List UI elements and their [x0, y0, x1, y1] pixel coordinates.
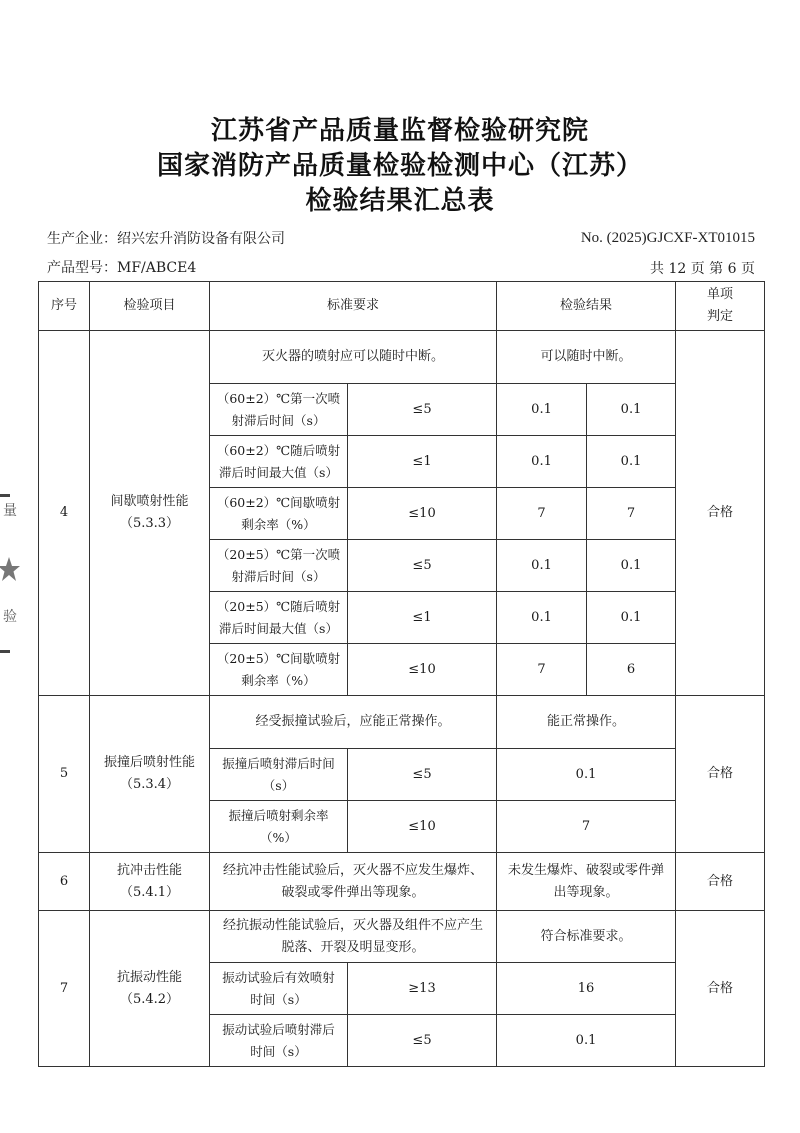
table-row — [39, 696, 765, 749]
g4-row1-param — [210, 436, 348, 488]
g4-item-clause: （5.3.3） — [119, 516, 180, 531]
param-line1: 振撞后喷射滞后时间 — [222, 755, 335, 771]
seal-char-bottom: 验 — [3, 609, 17, 625]
results-table — [38, 281, 765, 1067]
header-standard: 标准要求 — [210, 282, 497, 331]
g7-req-line2: 脱落、开裂及明显变形。 — [281, 939, 425, 955]
header-item: 检验项目 — [90, 282, 210, 331]
param-line1: （20±5）℃第一次喷 — [216, 546, 341, 562]
param-line2: 时间（s） — [250, 991, 307, 1007]
g4-item-name: 间歇喷射性能 — [110, 494, 189, 509]
g4-row3-result1: 0.1 — [497, 540, 587, 592]
g5-row0-limit: ≤5 — [348, 749, 497, 801]
star-icon — [0, 556, 20, 582]
param-line2: （s） — [262, 777, 295, 793]
g4-row5-limit: ≤10 — [348, 644, 497, 696]
seal-char-top: 量 — [3, 503, 17, 519]
g6-item-clause: （5.4.1） — [119, 884, 180, 900]
param-line1: 振撞后喷射剩余率 — [228, 807, 329, 823]
g4-row3-limit: ≤5 — [348, 540, 497, 592]
g5-row1-param — [210, 801, 348, 853]
param-line2: 滞后时间最大值（s） — [219, 620, 338, 636]
g4-result: 可以随时中断。 — [497, 331, 676, 384]
g5-item-clause: （5.3.4） — [119, 777, 180, 792]
g4-row1-limit: ≤1 — [348, 436, 497, 488]
header-judgement — [676, 282, 765, 331]
product-model: 产品型号：MF/ABCE4 — [47, 260, 197, 276]
table-row — [39, 331, 765, 384]
institute-title: 江苏省产品质量监督检验研究院 — [210, 116, 589, 146]
g4-no: 4 — [39, 331, 90, 696]
g4-requirement: 灭火器的喷射应可以随时中断。 — [210, 331, 497, 384]
g5-no: 5 — [39, 696, 90, 853]
page-counter: 共 12 页 第 6 页 — [650, 261, 755, 277]
g6-req-line2: 破裂或零件弹出等现象。 — [281, 884, 425, 900]
g4-row2-param — [210, 488, 348, 540]
g5-row0-param — [210, 749, 348, 801]
g4-row5-result1: 7 — [497, 644, 587, 696]
g6-requirement — [210, 853, 497, 911]
table-row — [39, 911, 765, 963]
g7-row1-result: 0.1 — [497, 1015, 676, 1067]
param-line1: （60±2）℃第一次喷 — [216, 390, 341, 406]
g6-judgement: 合格 — [676, 853, 765, 911]
g5-row1-limit: ≤10 — [348, 801, 497, 853]
g4-row5-param — [210, 644, 348, 696]
table-row — [39, 853, 765, 911]
center-title: 国家消防产品质量检验检测中心（江苏） — [156, 151, 643, 181]
header-judgement-line1: 单项 — [707, 287, 734, 302]
param-line1: 振动试验后喷射滞后 — [222, 1021, 335, 1037]
g4-row4-param — [210, 592, 348, 644]
g4-row0-param — [210, 384, 348, 436]
table-title: 检验结果汇总表 — [305, 186, 495, 216]
g4-row2-limit: ≤10 — [348, 488, 497, 540]
param-line2: 滞后时间最大值（s） — [219, 464, 338, 480]
g6-item-name: 抗冲击性能 — [116, 862, 182, 878]
g7-no: 7 — [39, 911, 90, 1067]
g7-requirement — [210, 911, 497, 963]
param-line2: 剩余率（%） — [241, 672, 316, 688]
g5-result: 能正常操作。 — [497, 696, 676, 749]
g4-row4-limit: ≤1 — [348, 592, 497, 644]
g4-row2-result1: 7 — [497, 488, 587, 540]
g4-judgement: 合格 — [676, 331, 765, 696]
g4-row3-result2: 0.1 — [587, 540, 676, 592]
g5-item-name: 振撞后喷射性能 — [103, 755, 195, 770]
param-line2: 射滞后时间（s） — [231, 568, 326, 584]
g7-row1-limit: ≤5 — [348, 1015, 497, 1067]
g6-result — [497, 853, 676, 911]
g4-row2-result2: 7 — [587, 488, 676, 540]
report-number: No. (2025)GJCXF-XT01015 — [580, 230, 755, 246]
param-line1: （20±5）℃间歇喷射 — [216, 650, 341, 666]
g5-item — [90, 696, 210, 853]
g4-row0-result1: 0.1 — [497, 384, 587, 436]
param-line1: 振动试验后有效喷射 — [222, 969, 335, 985]
header-no: 序号 — [39, 282, 90, 331]
g7-item-clause: （5.4.2） — [119, 991, 180, 1007]
g4-row0-result2: 0.1 — [587, 384, 676, 436]
header-judgement-line2: 判定 — [707, 309, 734, 324]
g7-req-line1: 经抗振动性能试验后，灭火器及组件不应产生 — [223, 917, 484, 933]
g6-req-line1: 经抗冲击性能试验后，灭火器不应发生爆炸、 — [223, 862, 484, 878]
g6-res-line1: 未发生爆炸、破裂或零件弹 — [508, 862, 665, 878]
param-line1: （60±2）℃随后喷射 — [216, 442, 341, 458]
g4-row5-result2: 6 — [587, 644, 676, 696]
g7-row1-param — [210, 1015, 348, 1067]
g7-item-name: 抗振动性能 — [116, 969, 182, 985]
g4-row0-limit: ≤5 — [348, 384, 497, 436]
g7-row0-param — [210, 963, 348, 1015]
param-line2: （%） — [260, 829, 297, 845]
g5-judgement: 合格 — [676, 696, 765, 853]
param-line1: （60±2）℃间歇喷射 — [216, 494, 341, 510]
param-line2: 时间（s） — [250, 1043, 307, 1059]
g4-row1-result2: 0.1 — [587, 436, 676, 488]
g4-row4-result2: 0.1 — [587, 592, 676, 644]
g6-no: 6 — [39, 853, 90, 911]
g5-row1-result: 7 — [497, 801, 676, 853]
param-line1: （20±5）℃随后喷射 — [216, 598, 341, 614]
g7-item — [90, 911, 210, 1067]
g4-row1-result1: 0.1 — [497, 436, 587, 488]
g5-row0-result: 0.1 — [497, 749, 676, 801]
g6-item — [90, 853, 210, 911]
side-seal-stamp — [0, 494, 22, 654]
g6-res-line2: 出等现象。 — [553, 884, 619, 900]
param-line2: 射滞后时间（s） — [231, 412, 326, 428]
g4-row3-param — [210, 540, 348, 592]
table-header-row — [39, 282, 765, 331]
g4-row4-result1: 0.1 — [497, 592, 587, 644]
g7-row0-result: 16 — [497, 963, 676, 1015]
g7-judgement: 合格 — [676, 911, 765, 1067]
g5-requirement: 经受振撞试验后，应能正常操作。 — [210, 696, 497, 749]
g4-item — [90, 331, 210, 696]
company-name: 生产企业：绍兴宏升消防设备有限公司 — [47, 231, 285, 247]
param-line2: 剩余率（%） — [241, 516, 316, 532]
g7-row0-limit: ≥13 — [348, 963, 497, 1015]
header-result: 检验结果 — [497, 282, 676, 331]
g7-result: 符合标准要求。 — [497, 911, 676, 963]
